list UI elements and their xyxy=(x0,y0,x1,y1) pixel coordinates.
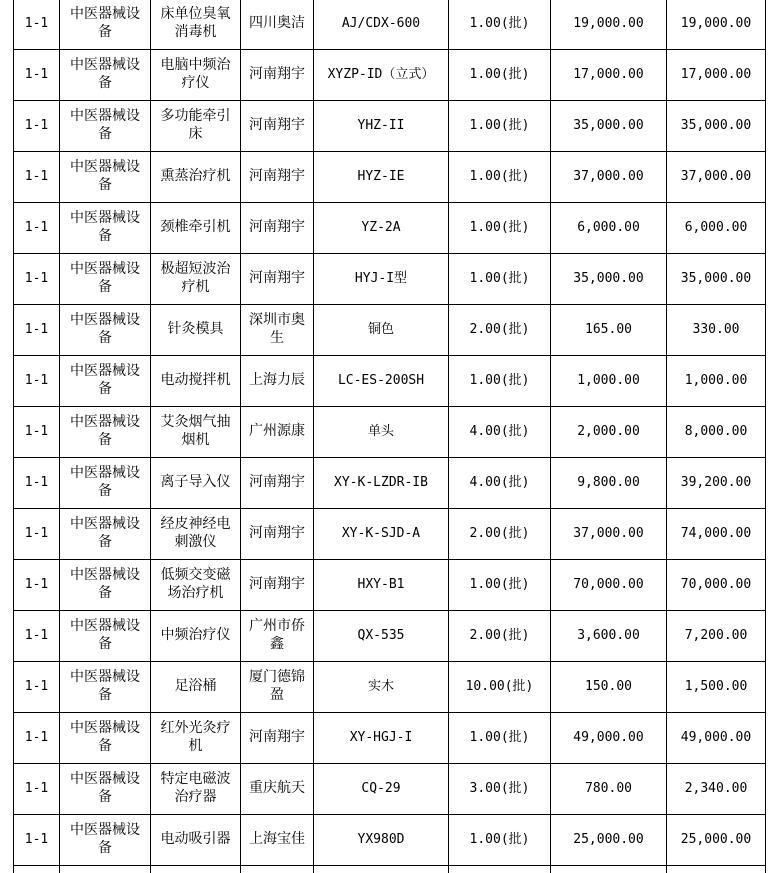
cell-unit-price: 35,000.00 xyxy=(551,254,667,305)
cell-total-price: 330.00 xyxy=(667,305,766,356)
cell-quantity: 1.00(批) xyxy=(449,560,551,611)
cell-quantity: 1.00(批) xyxy=(449,101,551,152)
cell-seq: 1-1 xyxy=(14,560,60,611)
cell-unit-price: 17,000.00 xyxy=(551,50,667,101)
cell-supplier: 重庆航天 xyxy=(241,764,314,815)
table-row xyxy=(14,764,766,815)
cell-category: 中医器械设备 xyxy=(60,509,151,560)
cell-unit-price: 35,000.00 xyxy=(551,101,667,152)
cell-quantity: 1.00(批) xyxy=(449,815,551,866)
cell-seq xyxy=(14,866,60,873)
table-row xyxy=(14,305,766,356)
cell-model xyxy=(314,866,449,873)
table-row xyxy=(14,611,766,662)
cell-unit-price xyxy=(551,866,667,873)
cell-seq: 1-1 xyxy=(14,50,60,101)
cell-unit-price: 19,000.00 xyxy=(551,0,667,50)
cell-unit-price: 150.00 xyxy=(551,662,667,713)
cell-total-price: 49,000.00 xyxy=(667,713,766,764)
cell-seq: 1-1 xyxy=(14,101,60,152)
cell-seq: 1-1 xyxy=(14,611,60,662)
cell-unit-price: 70,000.00 xyxy=(551,560,667,611)
cell-total-price: 39,200.00 xyxy=(667,458,766,509)
cell-seq: 1-1 xyxy=(14,713,60,764)
cell-supplier: 河南翔宇 xyxy=(241,458,314,509)
cell-quantity: 2.00(批) xyxy=(449,305,551,356)
cell-supplier: 广州市侨鑫 xyxy=(241,611,314,662)
table-row xyxy=(14,101,766,152)
cell-supplier: 上海宝佳 xyxy=(241,815,314,866)
cell-category: 中医器械设备 xyxy=(60,203,151,254)
cell-name xyxy=(151,866,241,873)
cell-name: 离子导入仪 xyxy=(151,458,241,509)
cell-seq: 1-1 xyxy=(14,152,60,203)
cell-category: 中医器械设备 xyxy=(60,815,151,866)
cell-seq: 1-1 xyxy=(14,458,60,509)
cell-model: 铜色 xyxy=(314,305,449,356)
cell-supplier: 河南翔宇 xyxy=(241,101,314,152)
cell-supplier: 河南翔宇 xyxy=(241,254,314,305)
cell-supplier: 河南翔宇 xyxy=(241,509,314,560)
table-row xyxy=(14,407,766,458)
cell-unit-price: 3,600.00 xyxy=(551,611,667,662)
cell-category: 中医器械设备 xyxy=(60,611,151,662)
cell-total-price: 37,000.00 xyxy=(667,152,766,203)
cell-name: 多功能牵引床 xyxy=(151,101,241,152)
cell-unit-price: 165.00 xyxy=(551,305,667,356)
cell-total-price: 74,000.00 xyxy=(667,509,766,560)
cell-supplier: 河南翔宇 xyxy=(241,203,314,254)
table-row xyxy=(14,560,766,611)
cell-name: 中频治疗仪 xyxy=(151,611,241,662)
table-row xyxy=(14,152,766,203)
cell-unit-price: 49,000.00 xyxy=(551,713,667,764)
cell-supplier: 厦门德锦盈 xyxy=(241,662,314,713)
table-row xyxy=(14,866,766,873)
table-row xyxy=(14,254,766,305)
table-row xyxy=(14,356,766,407)
cell-quantity: 1.00(批) xyxy=(449,356,551,407)
cell-quantity: 4.00(批) xyxy=(449,407,551,458)
cell-quantity xyxy=(449,866,551,873)
cell-category: 中医器械设备 xyxy=(60,0,151,50)
cell-total-price: 1,500.00 xyxy=(667,662,766,713)
cell-seq: 1-1 xyxy=(14,356,60,407)
cell-seq: 1-1 xyxy=(14,254,60,305)
cell-supplier: 广州源康 xyxy=(241,407,314,458)
cell-unit-price: 2,000.00 xyxy=(551,407,667,458)
cell-category: 中医器械设备 xyxy=(60,407,151,458)
cell-total-price xyxy=(667,866,766,873)
cell-seq: 1-1 xyxy=(14,509,60,560)
cell-quantity: 1.00(批) xyxy=(449,152,551,203)
cell-supplier: 河南翔宇 xyxy=(241,713,314,764)
equipment-table-body xyxy=(14,0,766,873)
table-row xyxy=(14,203,766,254)
table-row xyxy=(14,0,766,50)
cell-name: 足浴桶 xyxy=(151,662,241,713)
cell-supplier: 河南翔宇 xyxy=(241,560,314,611)
cell-category: 中医器械设备 xyxy=(60,50,151,101)
table-row xyxy=(14,662,766,713)
cell-category: 中医器械设备 xyxy=(60,152,151,203)
cell-supplier: 河南翔宇 xyxy=(241,152,314,203)
cell-name: 低频交变磁场治疗机 xyxy=(151,560,241,611)
cell-model: XY-HGJ-I xyxy=(314,713,449,764)
cell-name: 红外光灸疗机 xyxy=(151,713,241,764)
cell-quantity: 1.00(批) xyxy=(449,203,551,254)
cell-model: CQ-29 xyxy=(314,764,449,815)
cell-category: 中医器械设备 xyxy=(60,356,151,407)
table-row xyxy=(14,458,766,509)
cell-model: HXY-B1 xyxy=(314,560,449,611)
cell-unit-price: 25,000.00 xyxy=(551,815,667,866)
cell-model: LC-ES-200SH xyxy=(314,356,449,407)
cell-category: 中医器械设备 xyxy=(60,713,151,764)
cell-quantity: 10.00(批) xyxy=(449,662,551,713)
cell-model: HYZ-IE xyxy=(314,152,449,203)
cell-category: 中医器械设备 xyxy=(60,458,151,509)
cell-supplier: 上海力辰 xyxy=(241,356,314,407)
cell-name: 熏蒸治疗机 xyxy=(151,152,241,203)
cell-total-price: 35,000.00 xyxy=(667,101,766,152)
cell-total-price: 17,000.00 xyxy=(667,50,766,101)
cell-category: 中医器械设备 xyxy=(60,662,151,713)
cell-quantity: 2.00(批) xyxy=(449,509,551,560)
cell-category xyxy=(60,866,151,873)
cell-total-price: 25,000.00 xyxy=(667,815,766,866)
cell-model: XY-K-SJD-A xyxy=(314,509,449,560)
cell-quantity: 4.00(批) xyxy=(449,458,551,509)
cell-model: YHZ-II xyxy=(314,101,449,152)
cell-total-price: 70,000.00 xyxy=(667,560,766,611)
cell-unit-price: 37,000.00 xyxy=(551,509,667,560)
cell-name: 针灸模具 xyxy=(151,305,241,356)
cell-supplier: 深圳市奥生 xyxy=(241,305,314,356)
cell-model: AJ/CDX-600 xyxy=(314,0,449,50)
cell-quantity: 2.00(批) xyxy=(449,611,551,662)
cell-total-price: 8,000.00 xyxy=(667,407,766,458)
cell-model: XYZP-ID（立式） xyxy=(314,50,449,101)
cell-seq: 1-1 xyxy=(14,815,60,866)
cell-unit-price: 9,800.00 xyxy=(551,458,667,509)
cell-seq: 1-1 xyxy=(14,203,60,254)
cell-quantity: 1.00(批) xyxy=(449,0,551,50)
cell-model: YZ-2A xyxy=(314,203,449,254)
cell-name: 艾灸烟气抽烟机 xyxy=(151,407,241,458)
cell-unit-price: 37,000.00 xyxy=(551,152,667,203)
cell-supplier: 四川奥洁 xyxy=(241,0,314,50)
cell-name: 颈椎牵引机 xyxy=(151,203,241,254)
cell-quantity: 3.00(批) xyxy=(449,764,551,815)
cell-seq: 1-1 xyxy=(14,0,60,50)
cell-name: 电动吸引器 xyxy=(151,815,241,866)
cell-model: HYJ-I型 xyxy=(314,254,449,305)
cell-total-price: 19,000.00 xyxy=(667,0,766,50)
cell-model: XY-K-LZDR-IB xyxy=(314,458,449,509)
cell-model: 实木 xyxy=(314,662,449,713)
cell-total-price: 2,340.00 xyxy=(667,764,766,815)
table-row xyxy=(14,815,766,866)
cell-name: 特定电磁波治疗器 xyxy=(151,764,241,815)
cell-unit-price: 6,000.00 xyxy=(551,203,667,254)
cell-name: 极超短波治疗机 xyxy=(151,254,241,305)
cell-total-price: 35,000.00 xyxy=(667,254,766,305)
cell-seq: 1-1 xyxy=(14,407,60,458)
equipment-list-table xyxy=(13,0,766,873)
table-row xyxy=(14,713,766,764)
cell-category: 中医器械设备 xyxy=(60,305,151,356)
cell-name: 床单位臭氧消毒机 xyxy=(151,0,241,50)
cell-model: QX-535 xyxy=(314,611,449,662)
cell-supplier xyxy=(241,866,314,873)
table-row xyxy=(14,50,766,101)
cell-total-price: 7,200.00 xyxy=(667,611,766,662)
cell-seq: 1-1 xyxy=(14,305,60,356)
table-row xyxy=(14,509,766,560)
cell-quantity: 1.00(批) xyxy=(449,50,551,101)
cell-quantity: 1.00(批) xyxy=(449,713,551,764)
cell-name: 电脑中频治疗仪 xyxy=(151,50,241,101)
cell-unit-price: 780.00 xyxy=(551,764,667,815)
cell-category: 中医器械设备 xyxy=(60,254,151,305)
cell-model: YX980D xyxy=(314,815,449,866)
cell-supplier: 河南翔宇 xyxy=(241,50,314,101)
cell-category: 中医器械设备 xyxy=(60,764,151,815)
cell-unit-price: 1,000.00 xyxy=(551,356,667,407)
cell-model: 单头 xyxy=(314,407,449,458)
cell-quantity: 1.00(批) xyxy=(449,254,551,305)
cell-total-price: 6,000.00 xyxy=(667,203,766,254)
cell-category: 中医器械设备 xyxy=(60,101,151,152)
cell-name: 经皮神经电刺激仪 xyxy=(151,509,241,560)
cell-seq: 1-1 xyxy=(14,662,60,713)
cell-total-price: 1,000.00 xyxy=(667,356,766,407)
cell-name: 电动搅拌机 xyxy=(151,356,241,407)
cell-seq: 1-1 xyxy=(14,764,60,815)
cell-category: 中医器械设备 xyxy=(60,560,151,611)
